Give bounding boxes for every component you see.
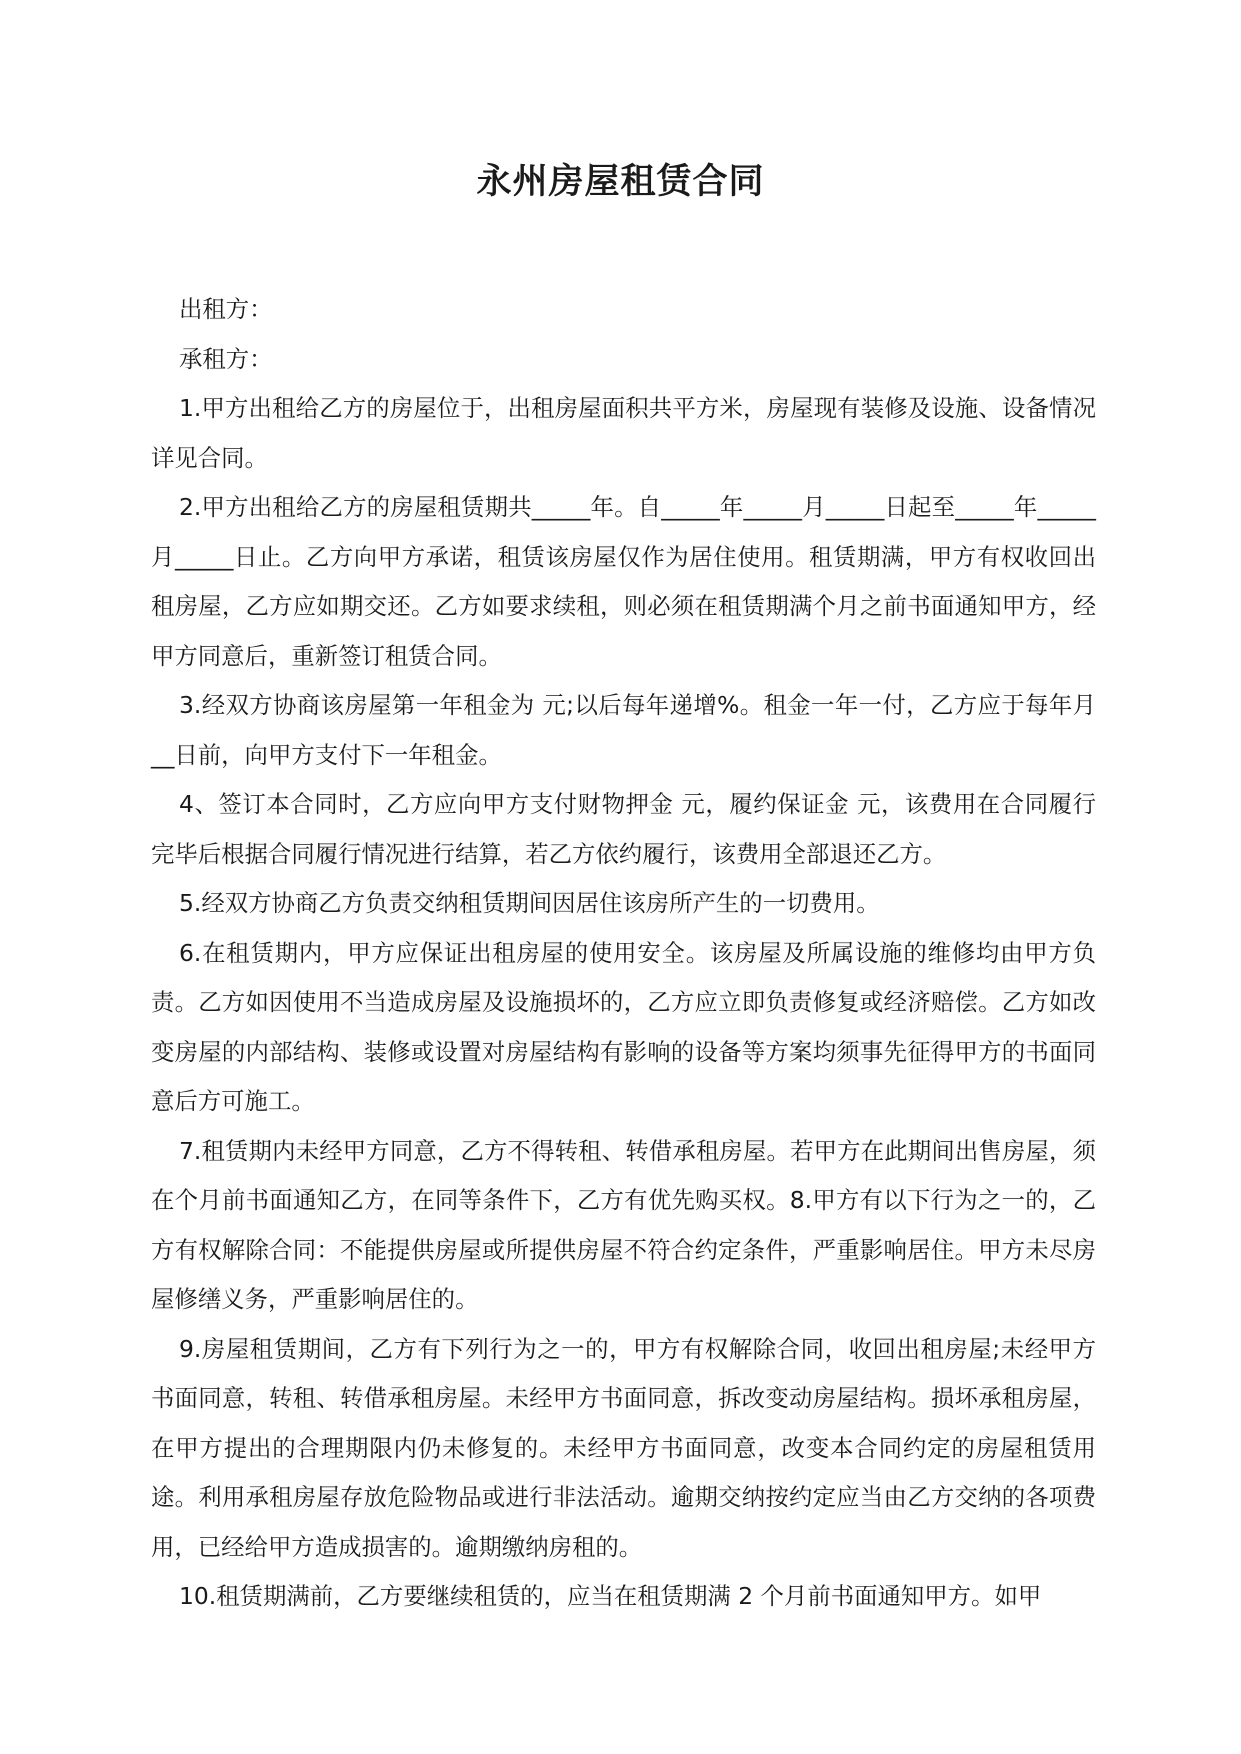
paragraph-clause-10: 10.租赁期满前，乙方要继续租赁的，应当在租赁期满 2 个月前书面通知甲方。如甲 — [179, 1582, 1042, 1610]
paragraph-clause-7-8: 7.租赁期内未经甲方同意，乙方不得转租、转借承租房屋。若甲方在此期间出售房屋，须在个月前书面通知乙方，在同等条件下，乙方有优先购买权。8.甲方有以下行为之一的，乙方有权解除合同：不能提供房屋或所提供房屋不符合约定条件，严重影响居住。甲方未尽房屋修缮义务，严重影响居住的。 — [151, 1136, 1096, 1313]
paragraph-lessor: 出租方： — [179, 295, 273, 323]
paragraph-clause-3: 3.经双方协商该房屋第一年租金为 元;以后每年递增%。租金一年一付，乙方应于每年月__日前，向甲方支付下一年租金。 — [151, 691, 1096, 769]
paragraph-clause-4: 4、签订本合同时，乙方应向甲方支付财物押金 元，履约保证金 元，该费用在合同履行完毕后根据合同履行情况进行结算，若乙方依约履行，该费用全部退还乙方。 — [151, 790, 1096, 868]
paragraph-clause-2: 2.甲方出租给乙方的房屋租赁期共_____年。自_____年_____月_____日起至_____年_____月_____日止。乙方向甲方承诺，租赁该房屋仅作为居住使用。租赁期满，甲方有权收回出租房屋，乙方应如期交还。乙方如要求续租，则必须在租赁期满个月之前书面通知甲方，经甲方同意后，重新签订租赁合同。 — [151, 493, 1096, 670]
paragraph-clause-6: 6.在租赁期内，甲方应保证出租房屋的使用安全。该房屋及所属设施的维修均由甲方负责。乙方如因使用不当造成房屋及设施损坏的，乙方应立即负责修复或经济赔偿。乙方如改变房屋的内部结构、装修或设置对房屋结构有影响的设备等方案均须事先征得甲方的书面同意后方可施工。 — [151, 938, 1096, 1115]
paragraph-lessee: 承租方： — [179, 344, 273, 373]
paragraph-clause-1: 1.甲方出租给乙方的房屋位于，出租房屋面积共平方米，房屋现有装修及设施、设备情况详见合同。 — [151, 394, 1096, 472]
paragraph-clause-5: 5.经双方协商乙方负责交纳租赁期间因居住该房所产生的一切费用。 — [179, 889, 880, 917]
document-body — [151, 285, 1096, 1622]
paragraph-clause-9: 9.房屋租赁期间，乙方有下列行为之一的，甲方有权解除合同，收回出租房屋;未经甲方书面同意，转租、转借承租房屋。未经甲方书面同意，拆改变动房屋结构。损坏承租房屋，在甲方提出的合理期限内仍未修复的。未经甲方书面同意，改变本合同约定的房屋租赁用途。利用承租房屋存放危险物品或进行非法活动。逾期交纳按约定应当由乙方交纳的各项费用，已经给甲方造成损害的。逾期缴纳房租的。 — [151, 1334, 1096, 1561]
document-title: 永州房屋租赁合同 — [476, 162, 765, 202]
